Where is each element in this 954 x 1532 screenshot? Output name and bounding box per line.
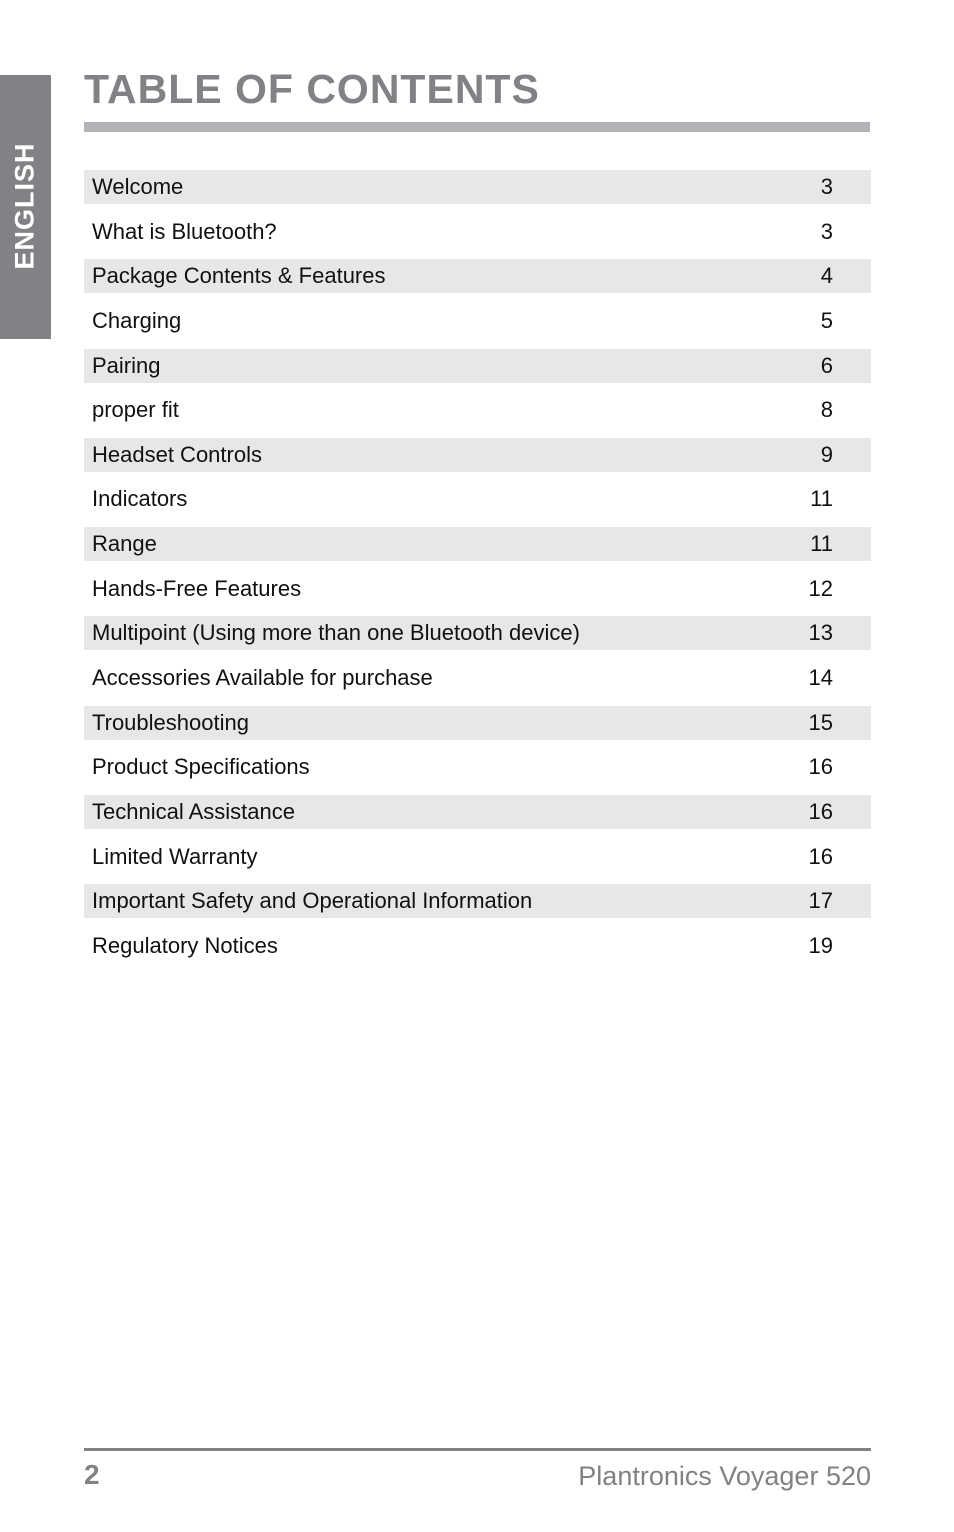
toc-entry-page: 16 — [808, 754, 833, 780]
toc-row-multipoint[interactable] — [84, 616, 871, 650]
toc-row-range[interactable] — [84, 527, 871, 561]
table-of-contents — [84, 170, 871, 974]
toc-entry-label: Headset Controls — [92, 441, 262, 467]
toc-entry-page: 12 — [808, 575, 833, 601]
toc-row-safety-information[interactable] — [84, 884, 871, 918]
toc-entry-label: Product Specifications — [92, 754, 310, 780]
toc-entry-label: Hands-Free Features — [92, 575, 302, 601]
toc-entry-label: Accessories Available for purchase — [92, 665, 433, 691]
footer-divider — [84, 1448, 871, 1451]
toc-row-regulatory-notices[interactable] — [84, 929, 871, 963]
toc-entry-page: 16 — [808, 798, 833, 824]
toc-entry-label: Indicators — [92, 486, 188, 512]
toc-entry-label: Range — [92, 531, 157, 557]
toc-row-technical-assistance[interactable] — [84, 795, 871, 829]
toc-entry-page: 17 — [808, 888, 833, 914]
toc-entry-label: Charging — [92, 307, 182, 333]
toc-entry-label: Limited Warranty — [92, 843, 258, 869]
toc-entry-label: Welcome — [92, 174, 184, 199]
toc-entry-label: Troubleshooting — [92, 709, 249, 735]
toc-row-charging[interactable] — [84, 304, 871, 338]
toc-row-what-is-bluetooth[interactable] — [84, 215, 871, 249]
toc-entry-label: Technical Assistance — [92, 798, 295, 824]
toc-row-indicators[interactable] — [84, 482, 871, 516]
footer-product-name: Plantronics Voyager 520 — [578, 1461, 871, 1491]
toc-row-headset-controls[interactable] — [84, 438, 871, 472]
toc-entry-label: Package Contents & Features — [92, 263, 386, 289]
toc-entry-page: 9 — [820, 441, 833, 467]
toc-entry-page: 4 — [820, 263, 833, 289]
toc-entry-label: What is Bluetooth? — [92, 218, 277, 244]
toc-row-accessories[interactable] — [84, 661, 871, 695]
toc-row-proper-fit[interactable] — [84, 393, 871, 427]
toc-entry-page: 16 — [808, 843, 833, 869]
toc-row-welcome[interactable] — [84, 170, 871, 204]
toc-row-pairing[interactable] — [84, 349, 871, 383]
toc-entry-label: proper fit — [92, 397, 179, 423]
toc-entry-page: 19 — [808, 932, 833, 958]
toc-entry-page: 3 — [820, 174, 833, 199]
toc-entry-page: 14 — [808, 665, 833, 691]
toc-entry-label: Pairing — [92, 352, 161, 378]
toc-entry-page: 3 — [820, 218, 833, 244]
page-title: TABLE OF CONTENTS — [84, 66, 540, 112]
toc-entry-page: 13 — [808, 620, 833, 646]
toc-entry-page: 6 — [820, 352, 833, 378]
title-divider — [84, 122, 870, 132]
toc-entry-page: 11 — [810, 486, 833, 512]
language-tab-label: ENGLISH — [9, 142, 40, 270]
toc-entry-page: 5 — [820, 307, 833, 333]
toc-entry-page: 11 — [810, 531, 833, 557]
toc-row-limited-warranty[interactable] — [84, 840, 871, 874]
toc-row-package-contents[interactable] — [84, 259, 871, 293]
toc-entry-page: 15 — [808, 709, 833, 735]
toc-entry-label: Important Safety and Operational Information — [92, 888, 533, 914]
toc-entry-label: Regulatory Notices — [92, 932, 278, 958]
toc-entry-label: Multipoint (Using more than one Bluetooth device) — [92, 620, 580, 646]
toc-row-troubleshooting[interactable] — [84, 706, 871, 740]
toc-entry-page: 8 — [820, 397, 833, 423]
toc-row-hands-free-features[interactable] — [84, 572, 871, 606]
toc-row-product-specifications[interactable] — [84, 750, 871, 784]
page-number: 2 — [84, 1459, 100, 1490]
